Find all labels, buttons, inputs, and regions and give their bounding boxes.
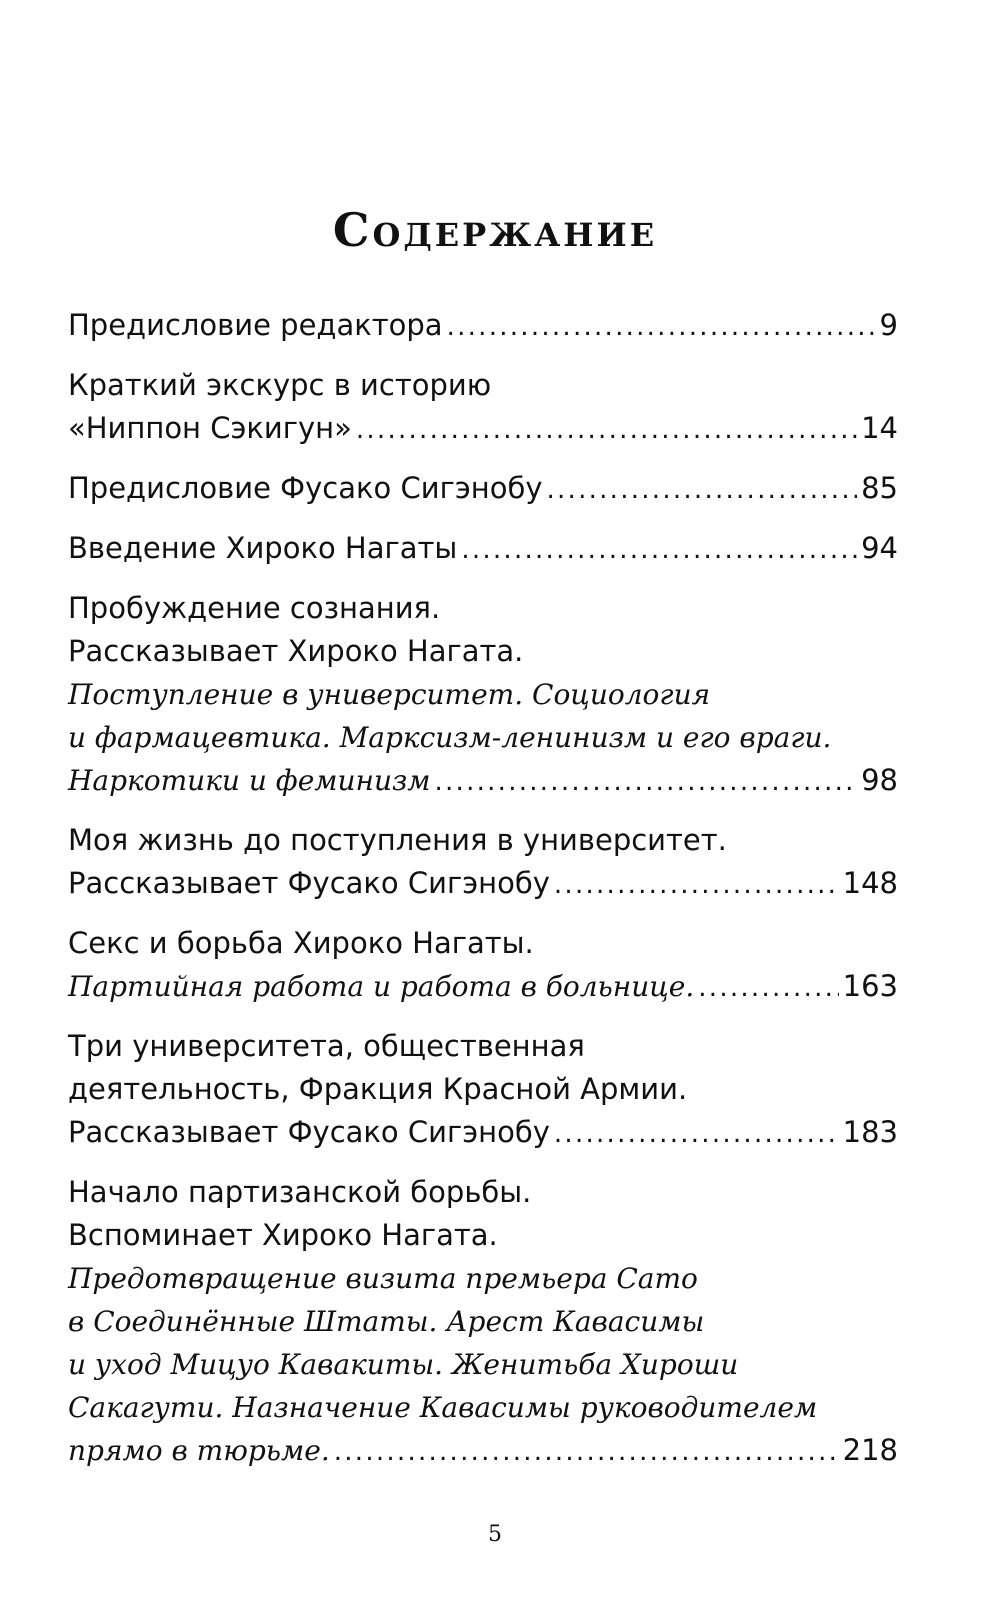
toc-entry-title: Предисловие редактора bbox=[68, 308, 443, 342]
toc-page-number: 183 bbox=[842, 1115, 898, 1149]
toc-entry-line: и фармацевтика. Марксизм-ленинизм и его враги. bbox=[68, 721, 832, 754]
toc-entry-title: прямо в тюрьме. bbox=[68, 1434, 330, 1467]
toc-entry-line: Вспоминает Хироко Нагата. bbox=[68, 1218, 498, 1252]
toc-entry-title: Наркотики и феминизм bbox=[68, 764, 431, 797]
dot-leader bbox=[356, 409, 857, 452]
dot-leader bbox=[554, 1113, 839, 1156]
toc-page-number: 14 bbox=[861, 411, 898, 445]
toc-entry[interactable] bbox=[68, 304, 898, 347]
toc-entry-line: Начало партизанской борьбы. bbox=[68, 1175, 532, 1209]
toc-entry-final-line bbox=[68, 1111, 898, 1154]
toc-entry-line: деятельность, Фракция Красной Армии. bbox=[68, 1072, 688, 1106]
toc-entry-title: Рассказывает Фусако Сигэнобу bbox=[68, 866, 550, 900]
toc-entry-final-line bbox=[68, 304, 898, 347]
toc-entry-line: в Соединённые Штаты. Арест Кавасимы bbox=[68, 1305, 705, 1338]
toc-entry[interactable] bbox=[68, 922, 898, 1008]
toc-entry[interactable] bbox=[68, 467, 898, 510]
toc-page-number: 9 bbox=[879, 308, 898, 342]
toc-entry-title: Предисловие Фусако Сигэнобу bbox=[68, 471, 543, 505]
toc-entry-final-line bbox=[68, 759, 898, 802]
toc-page-number: 98 bbox=[861, 763, 898, 797]
toc-entry-final-line bbox=[68, 467, 898, 510]
toc-entry[interactable] bbox=[68, 819, 898, 905]
dot-leader bbox=[698, 967, 838, 1010]
toc-entry[interactable] bbox=[68, 1171, 898, 1472]
toc-entry-line: Предотвращение визита премьера Сато bbox=[68, 1262, 698, 1295]
toc-entry-line: Краткий экскурс в историю bbox=[68, 368, 492, 402]
toc-entry-title: «Ниппон Сэкигун» bbox=[68, 411, 352, 445]
dot-leader bbox=[434, 761, 857, 804]
dot-leader bbox=[554, 864, 839, 907]
page-number: 5 bbox=[488, 1522, 502, 1547]
toc-entry-line: Рассказывает Хироко Нагата. bbox=[68, 634, 524, 668]
toc-entry-line: Секс и борьба Хироко Нагаты. bbox=[68, 926, 534, 960]
toc-page-number: 148 bbox=[842, 866, 898, 900]
dot-leader bbox=[461, 529, 857, 572]
page-title: Содержание bbox=[332, 203, 658, 257]
dot-leader bbox=[334, 1431, 839, 1474]
toc-entry-line: и уход Мицуо Кавакиты. Женитьба Хироши bbox=[68, 1348, 739, 1381]
toc-entry-line: Моя жизнь до поступления в университет. bbox=[68, 823, 727, 857]
toc-entry[interactable] bbox=[68, 587, 898, 802]
toc-entry-title: Рассказывает Фусако Сигэнобу bbox=[68, 1115, 550, 1149]
dot-leader bbox=[547, 469, 858, 512]
toc-entry-line: Поступление в университет. Социология bbox=[68, 678, 711, 711]
toc-page-number: 85 bbox=[861, 471, 898, 505]
toc-entry-final-line bbox=[68, 862, 898, 905]
toc-entry-line: Пробуждение сознания. bbox=[68, 591, 441, 625]
toc-page-number: 218 bbox=[842, 1433, 898, 1467]
toc-entry[interactable] bbox=[68, 364, 898, 450]
toc-entry[interactable] bbox=[68, 1025, 898, 1154]
dot-leader bbox=[447, 306, 876, 349]
toc-entry-title: Введение Хироко Нагаты bbox=[68, 531, 458, 565]
table-of-contents bbox=[68, 304, 898, 1489]
toc-entry-final-line bbox=[68, 407, 898, 450]
toc-entry-final-line bbox=[68, 1429, 898, 1472]
toc-entry-line: Три университета, общественная bbox=[68, 1029, 585, 1063]
toc-entry-final-line bbox=[68, 527, 898, 570]
toc-entry-line: Сакагути. Назначение Кавасимы руководителем bbox=[68, 1391, 818, 1424]
toc-page-number: 163 bbox=[842, 969, 898, 1003]
toc-entry-title: Партийная работа и работа в больнице. bbox=[68, 970, 695, 1003]
toc-entry[interactable] bbox=[68, 527, 898, 570]
toc-entry-final-line bbox=[68, 965, 898, 1008]
toc-page-number: 94 bbox=[861, 531, 898, 565]
